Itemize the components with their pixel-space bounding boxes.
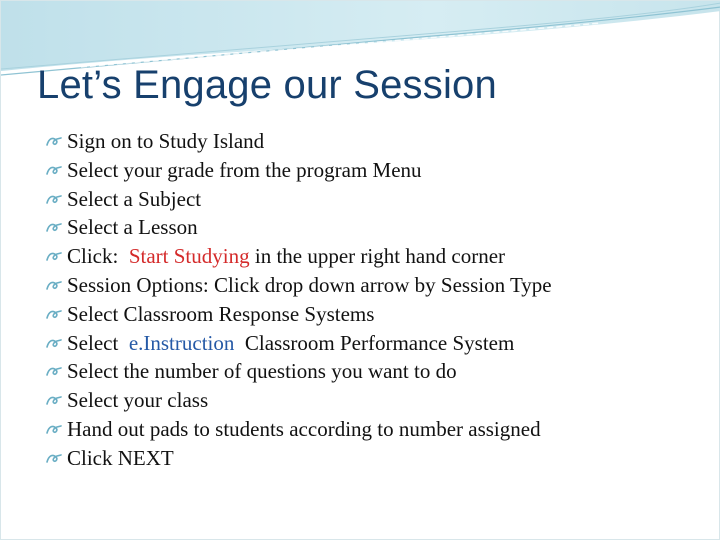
curl-bullet-icon: [46, 193, 62, 205]
bullet-list: [43, 127, 552, 473]
curl-bullet-icon: [46, 452, 62, 464]
bullet-text: Select the number of questions you want to do: [67, 359, 457, 384]
bullet-text: Select your class: [67, 388, 209, 413]
curl-bullet-icon: [46, 394, 62, 406]
list-item: [43, 271, 552, 300]
curl-bullet-icon: [46, 279, 62, 291]
list-item: [43, 185, 552, 214]
bullet-text: Select your grade from the program Menu: [67, 157, 422, 182]
slide-title: Let’s Engage our Session: [37, 63, 497, 107]
bullet-prefix: Click:: [67, 244, 129, 269]
curl-bullet-icon: [46, 337, 62, 349]
list-item: [43, 415, 552, 444]
bullet-text: Hand out pads to students according to number assigned: [67, 416, 541, 441]
bullet-suffix: Classroom Performance System: [234, 330, 515, 355]
list-item: [43, 357, 552, 386]
list-item: [43, 444, 552, 473]
curl-bullet-icon: [46, 308, 62, 320]
bullet-prefix: Select: [67, 330, 129, 355]
bullet-text: Select a Lesson: [67, 215, 198, 240]
curl-bullet-icon: [46, 365, 62, 377]
highlight-start-studying: Start Studying: [128, 244, 250, 269]
bullet-text: Sign on to Study Island: [67, 129, 265, 153]
curl-bullet-icon: [46, 250, 62, 262]
list-item: [43, 156, 552, 185]
list-item: [43, 386, 552, 415]
bullet-text: [67, 331, 514, 355]
list-item: [43, 127, 552, 156]
list-item: [43, 329, 552, 358]
list-item: [43, 300, 552, 329]
curl-bullet-icon: [46, 221, 62, 233]
curl-bullet-icon: [46, 164, 62, 176]
highlight-einstruction: e.Instruction: [128, 330, 235, 355]
list-item: [43, 242, 552, 271]
curl-bullet-icon: [46, 135, 62, 147]
bullet-text: Select a Subject: [67, 186, 202, 211]
bullet-text: [67, 244, 505, 268]
bullet-suffix: in the upper right hand corner: [249, 244, 506, 269]
bullet-text: Click NEXT: [67, 445, 174, 470]
bullet-text: Session Options: Click drop down arrow by Session Type: [67, 272, 552, 297]
list-item: [43, 213, 552, 242]
curl-bullet-icon: [46, 423, 62, 435]
bullet-text: Select Classroom Response Systems: [67, 301, 375, 326]
